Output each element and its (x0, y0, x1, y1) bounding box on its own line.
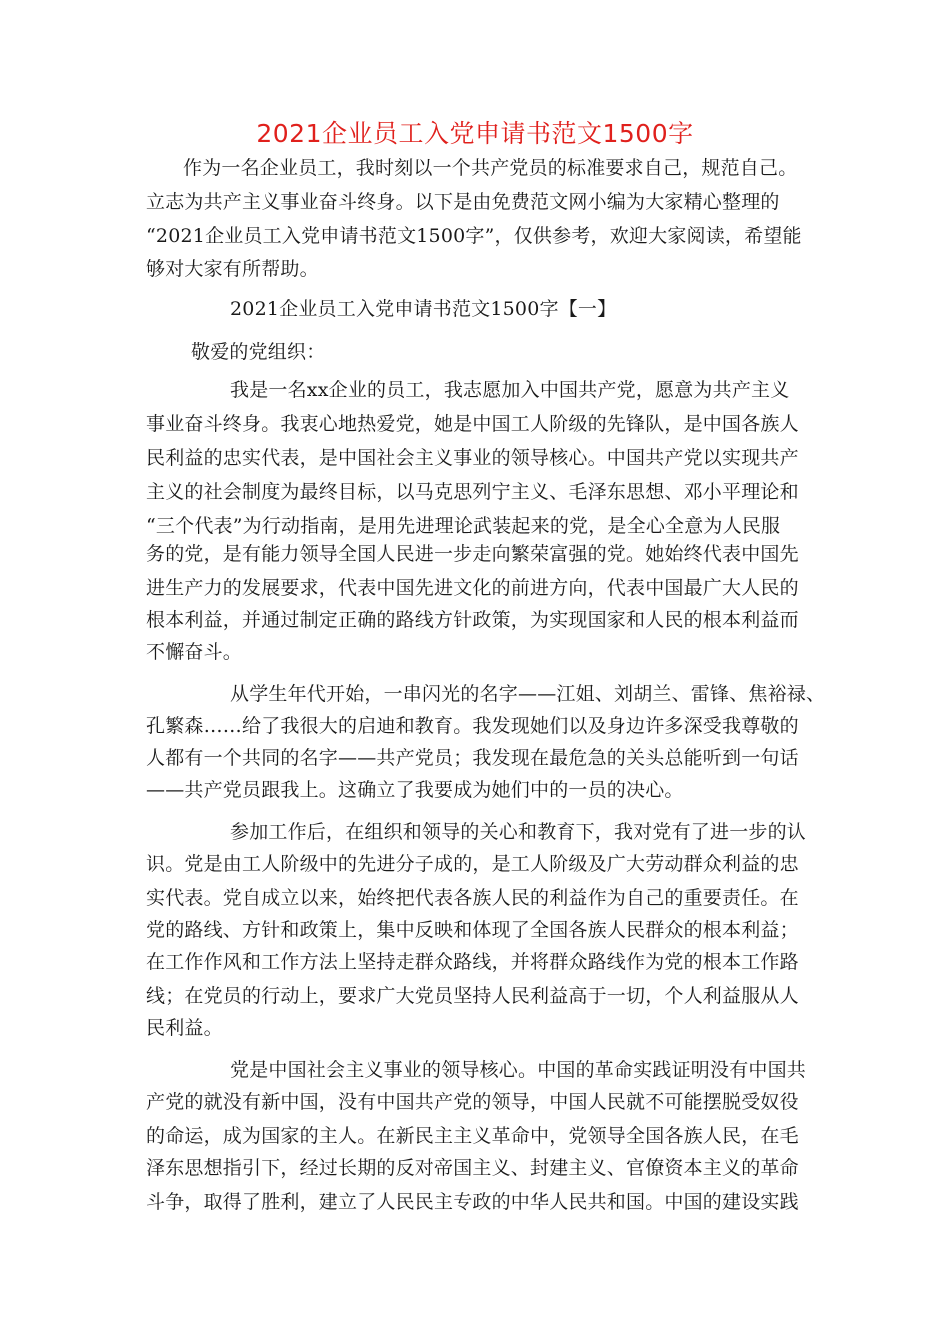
paragraph-line: 从学生年代开始，一串闪光的名字——江姐、刘胡兰、雷锋、焦裕禄、 (230, 683, 826, 705)
intro-line: 立志为共产主义事业奋斗终身。以下是由免费范文网小编为大家精心整理的 (146, 191, 780, 213)
paragraph-line: 党的路线、方针和政策上，集中反映和体现了全国各族人民群众的根本利益； (146, 919, 799, 941)
paragraph-line: 斗争，取得了胜利，建立了人民民主专政的中华人民共和国。中国的建设实践 (146, 1191, 799, 1213)
paragraph-line: 民利益。 (146, 1017, 223, 1039)
paragraph-line: ——共产党员跟我上。这确立了我要成为她们中的一员的决心。 (146, 779, 684, 801)
paragraph-line: 在工作作风和工作方法上坚持走群众路线，并将群众路线作为党的根本工作路 (146, 951, 799, 973)
paragraph-line: 民利益的忠实代表，是中国社会主义事业的领导核心。中国共产党以实现共产 (146, 447, 799, 469)
paragraph-line: “三个代表”为行动指南，是用先进理论武装起来的党，是全心全意为人民服 (146, 515, 781, 537)
section-heading: 2021企业员工入党申请书范文1500字【一】 (230, 298, 617, 320)
paragraph-line: 产党的就没有新中国，没有中国共产党的领导，中国人民就不可能摆脱受奴役 (146, 1091, 799, 1113)
paragraph-line: 泽东思想指引下，经过长期的反对帝国主义、封建主义、官僚资本主义的革命 (146, 1157, 799, 1179)
paragraph-line: 事业奋斗终身。我衷心地热爱党，她是中国工人阶级的先锋队，是中国各族人 (146, 413, 799, 435)
document-title: 2021企业员工入党申请书范文1500字 (256, 119, 694, 148)
paragraph-line: 孔繁森……给了我很大的启迪和教育。我发现她们以及身边许多深受我尊敬的 (146, 715, 799, 737)
paragraph-line: 根本利益，并通过制定正确的路线方针政策，为实现国家和人民的根本利益而 (146, 609, 799, 631)
paragraph-line: 不懈奋斗。 (146, 641, 243, 663)
salutation: 敬爱的党组织： (191, 341, 326, 363)
paragraph-line: 我是一名xx企业的员工，我志愿加入中国共产党，愿意为共产主义 (230, 379, 790, 401)
intro-line: 作为一名企业员工，我时刻以一个共产党员的标准要求自己，规范自己。 (183, 157, 798, 179)
paragraph-line: 务的党，是有能力领导全国人民进一步走向繁荣富强的党。她始终代表中国先 (146, 543, 799, 565)
intro-line: “2021企业员工入党申请书范文1500字”，仅供参考，欢迎大家阅读，希望能 (146, 225, 802, 247)
paragraph-line: 主义的社会制度为最终目标，以马克思列宁主义、毛泽东思想、邓小平理论和 (146, 481, 799, 503)
paragraph-line: 参加工作后，在组织和领导的关心和教育下，我对党有了进一步的认 (230, 821, 807, 843)
paragraph-line: 党是中国社会主义事业的领导核心。中国的革命实践证明没有中国共 (230, 1059, 807, 1081)
paragraph-line: 的命运，成为国家的主人。在新民主主义革命中，党领导全国各族人民，在毛 (146, 1125, 799, 1147)
paragraph-line: 线；在党员的行动上，要求广大党员坚持人民利益高于一切，个人利益服从人 (146, 985, 799, 1007)
paragraph-line: 识。党是由工人阶级中的先进分子成的，是工人阶级及广大劳动群众利益的忠 (146, 853, 799, 875)
paragraph-line: 实代表。党自成立以来，始终把代表各族人民的利益作为自己的重要责任。在 (146, 887, 799, 909)
paragraph-line: 人都有一个共同的名字——共产党员；我发现在最危急的关头总能听到一句话 (146, 747, 799, 769)
paragraph-line: 进生产力的发展要求，代表中国先进文化的前进方向，代表中国最广大人民的 (146, 577, 799, 599)
intro-line: 够对大家有所帮助。 (146, 258, 319, 280)
